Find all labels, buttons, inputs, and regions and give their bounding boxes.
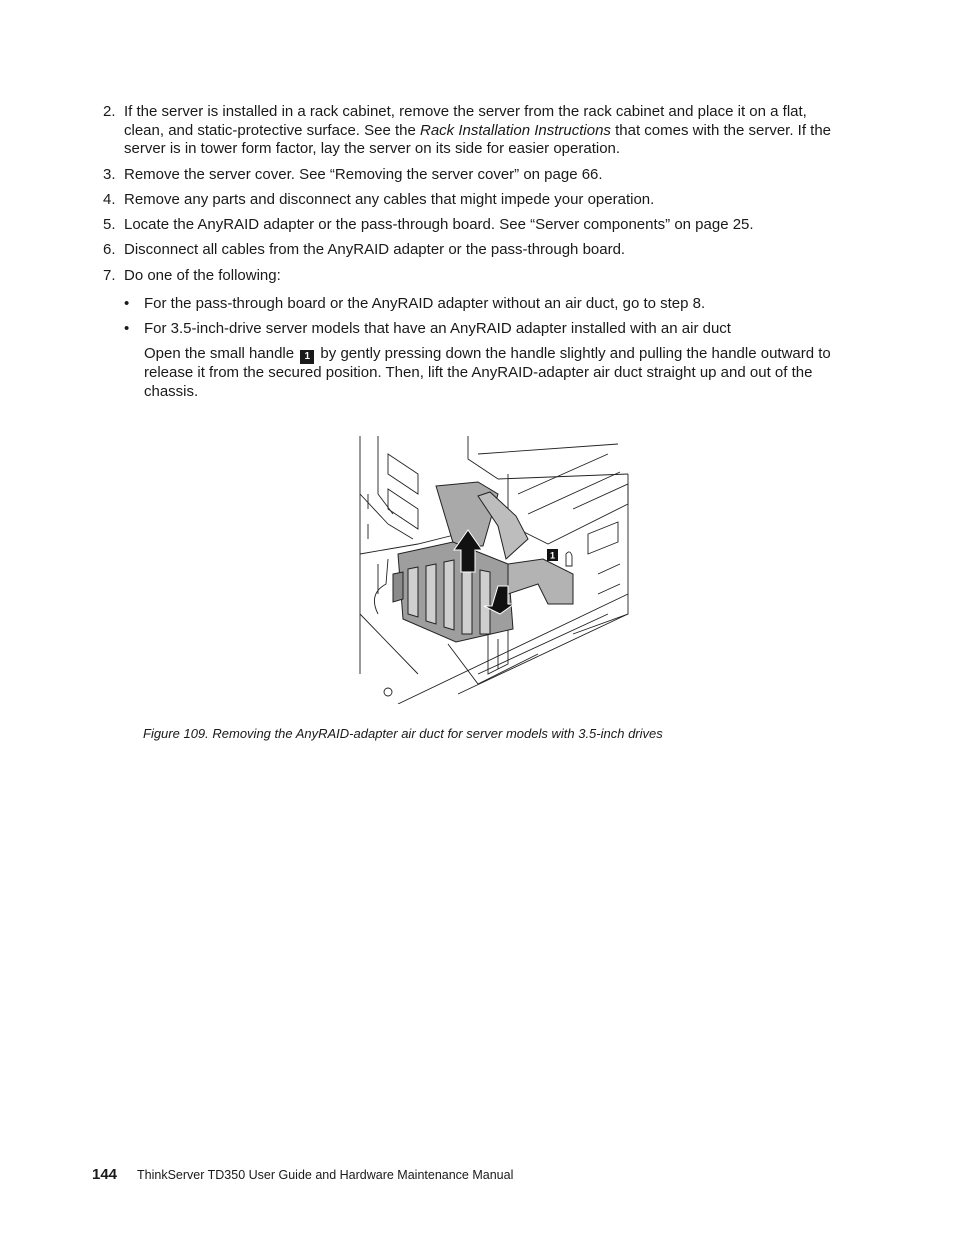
cable: [374, 559, 388, 614]
air-duct-handle-arm: [508, 559, 573, 604]
step-number: 5.: [103, 216, 116, 233]
footer-title: ThinkServer TD350 User Guide and Hardware Maintenance Manual: [137, 1168, 514, 1182]
step-2: [103, 103, 848, 159]
step-7: [103, 267, 848, 286]
instruction-text-part: by gently pressing down the handle slightly and pulling the handle outward to release it from the secured position. Then, lift the AnyRAID-adapter air duct straight up and out of the chassis.: [144, 345, 831, 400]
step-text: Do one of the following:: [124, 267, 281, 284]
bullet-text: For 3.5-inch-drive server models that have an AnyRAID adapter installed with an air duct: [144, 320, 731, 337]
step-6: [103, 241, 848, 260]
step-text: Locate the AnyRAID adapter or the pass-through board. See “Server components” on page 25.: [124, 216, 754, 233]
step-5: [103, 216, 848, 235]
bullet-mark: •: [124, 320, 130, 337]
page-number: 144: [92, 1166, 118, 1183]
standoff: [384, 688, 392, 696]
figure-callout-number: 1: [549, 550, 556, 561]
chassis-rail: [468, 436, 628, 479]
step-text-part: If the server is installed in a rack cabinet, remove the server from the rack cabinet and place it on a flat, clean, and static-protective surface. See the: [124, 103, 807, 139]
step-3: [103, 166, 848, 185]
step-text: Remove any parts and disconnect any cables that might impede your operation.: [124, 191, 655, 208]
step-number: 4.: [103, 191, 116, 208]
step-text: Disconnect all cables from the AnyRAID adapter or the pass-through board.: [124, 241, 626, 258]
step-number: 7.: [103, 267, 116, 284]
figure-caption: Figure 109. Removing the AnyRAID-adapter air duct for server models with 3.5-inch drives: [143, 726, 663, 741]
drive-cage: [508, 474, 628, 544]
bay-slots: [598, 564, 620, 594]
step-number: 2.: [103, 103, 116, 120]
drive-cage-lines: [518, 454, 620, 514]
air-duct-latch: [393, 572, 403, 602]
bullet-item: [124, 320, 848, 339]
bullet-mark: •: [124, 295, 130, 312]
step-number: 6.: [103, 241, 116, 258]
cable-bundle: [488, 629, 508, 674]
document-title-reference: Rack Installation Instructions: [420, 121, 611, 139]
bullet-text: For the pass-through board or the AnyRAID adapter without an air duct, go to step 8.: [144, 295, 706, 312]
step-text: [124, 103, 848, 159]
air-duct-removal-illustration: [358, 434, 630, 704]
instruction-text-part: Open the small handle: [144, 345, 299, 362]
step-text-part: that comes with the server. If the server is in tower form factor, lay the server on its side for easier operation.: [124, 121, 832, 157]
left-bay-slots: [388, 454, 418, 539]
callout-badge: 1: [300, 350, 314, 364]
drive-connector: [588, 522, 618, 554]
keyhole: [566, 552, 572, 566]
step-text: Remove the server cover. See “Removing the server cover” on page 66.: [124, 166, 603, 183]
instruction-paragraph: [144, 345, 848, 401]
figure-illustration: [358, 434, 630, 704]
bullet-item: [124, 295, 848, 314]
step-number: 3.: [103, 166, 116, 183]
drive-bay: [573, 484, 628, 634]
step-4: [103, 191, 848, 210]
